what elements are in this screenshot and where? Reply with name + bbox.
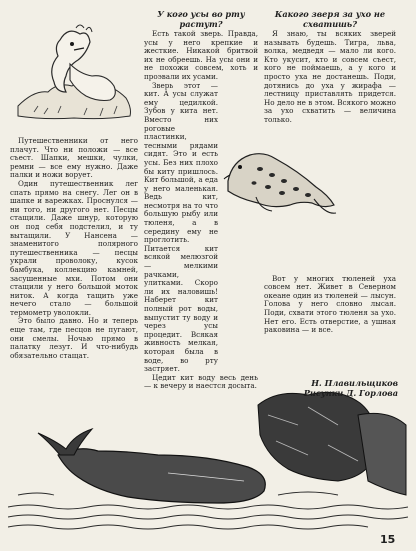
paragraph: Цедит кит воду весь день — к вечеру и наестся досыта. — [144, 372, 258, 391]
paragraph: Вот у многих тюленей уха совсем нет. Живет в Северном океане один из тюленей — лысун. Голова у него словно лысая. Поди, схвати этого тюленя за ухо. Нет его. Есть отверстие, а ушная раковина — и все. — [264, 273, 396, 335]
column-1-text — [10, 137, 138, 360]
illustrator-name: Рисунки Д. Горлова — [303, 388, 398, 398]
column-2-text — [144, 30, 258, 391]
paragraph: Это было давно. Но и теперь еще там, где песцов не пугают, они смелы. Ночью прямо в палатку лезут. И что-нибудь обязательно стащат. — [10, 316, 138, 360]
column-2-heading-block — [144, 10, 258, 29]
whale-scene-illustration — [8, 385, 408, 535]
arctic-fox-illustration — [14, 20, 144, 125]
page-number: 15 — [380, 533, 396, 546]
paragraph: Зверь этот — кит. А усы служат ему цедилкой. Зубов у кита нет. Вместо них роговые пластинки, тесными рядами сидят. Это и есть усы. Без них плохо бы киту пришлось. Кит большой, а еда у него маленькая. Ведь кит, несмотря на то что большую рыбу или тюленя, а в середину ему не проглотить. Питается кит всякой мелюзгой — мелкими рачками, улитками. Скоро ли их наловишь! Наберет кит полный рот воды, выпустит ту воду и через усы процедит. Всякая живность мелкая, которая была в воде, во рту застряет. — [144, 80, 218, 374]
author-name: Н. Плавильщиков — [311, 378, 398, 388]
paragraph: Путешественники от него плачут. Что ни положи — все съест. Шапки, мешки, чулки, ремни — все ему нужно. Даже палки и ножи ворует. — [10, 136, 138, 180]
paragraph: Есть такой зверь. Правда, усы у него крепкие и жесткие. Никакой бритвой их не обреешь. На усы они и не похожи совсем, хоть и проэвали их усами. — [144, 29, 258, 81]
credits — [270, 378, 398, 398]
heading-seal: Какого зверя за ухо не схватишь? — [274, 9, 386, 29]
heading-whale: У кого усы во рту растут? — [157, 9, 245, 29]
paragraph: Я знаю, ты всяких зверей называть будешь. Тигра, льва, волка, медведя — мало ли кого. Кто укусит, кто и совсем съест, кого не поймаешь, а у кого и просто уха не достанешь. Поди, дотянись до уха у жирафа — лестницу приставлять придется. Но дело не в этом. Всякого можно за ухо схватить — величина только. — [264, 29, 396, 124]
paragraph: Один путешественник лег спать прямо на снегу. Лег он в шапке и варежках. Проснулся — ни того, ни другого нет. Песцы стащили. Даже шнур, которую он под себя подстелил, и ту вытащили. У Нансена — знаменитого полярного путешественника — песцы украли проволоку, кусок бамбука, коллекцию камней, засушенные мхи. Потом они стащили у него большой моток ниток. А когда тащить уже нечего стало — большой термометр уволокли. — [10, 178, 138, 317]
column-3-heading-block — [264, 10, 396, 29]
column-3-text — [264, 30, 396, 335]
